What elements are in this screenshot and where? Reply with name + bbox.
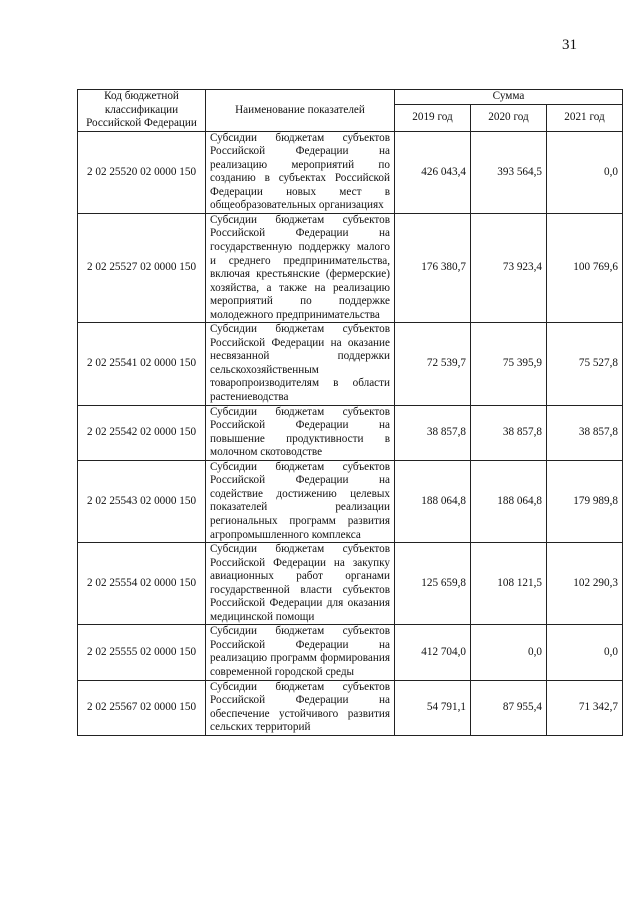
header-name: Наименование показателей bbox=[206, 90, 395, 132]
budget-table bbox=[77, 89, 623, 736]
header-year-2020: 2020 год bbox=[471, 105, 547, 131]
row-name: Субсидии бюджетам субъектов Российской Федерации на реализацию программ формирования современной городской среды bbox=[206, 625, 395, 680]
row-name: Субсидии бюджетам субъектов Российской Федерации на закупку авиационных работ органами государственной власти субъектов Российской Федерации для оказания медицинской помощи bbox=[206, 543, 395, 625]
row-value-2019: 426 043,4 bbox=[395, 131, 471, 213]
row-value-2019: 412 704,0 bbox=[395, 625, 471, 680]
table-row bbox=[78, 323, 623, 405]
row-value-2020: 0,0 bbox=[471, 625, 547, 680]
row-code: 2 02 25527 02 0000 150 bbox=[78, 213, 206, 322]
row-code: 2 02 25554 02 0000 150 bbox=[78, 543, 206, 625]
table-row bbox=[78, 405, 623, 460]
row-name: Субсидии бюджетам субъектов Российской Федерации на содействие достижению целевых показателей реализации региональных программ развития агропромышленного комплекса bbox=[206, 460, 395, 542]
row-code: 2 02 25555 02 0000 150 bbox=[78, 625, 206, 680]
row-value-2019: 188 064,8 bbox=[395, 460, 471, 542]
row-value-2021: 179 989,8 bbox=[547, 460, 623, 542]
row-value-2019: 125 659,8 bbox=[395, 543, 471, 625]
row-value-2019: 176 380,7 bbox=[395, 213, 471, 322]
table-row bbox=[78, 680, 623, 735]
header-sum: Сумма bbox=[395, 90, 623, 105]
table-body bbox=[78, 131, 623, 735]
row-value-2020: 87 955,4 bbox=[471, 680, 547, 735]
row-code: 2 02 25543 02 0000 150 bbox=[78, 460, 206, 542]
row-code: 2 02 25542 02 0000 150 bbox=[78, 405, 206, 460]
row-name: Субсидии бюджетам субъектов Российской Федерации на повышение продуктивности в молочном скотоводстве bbox=[206, 405, 395, 460]
row-value-2019: 38 857,8 bbox=[395, 405, 471, 460]
row-value-2020: 75 395,9 bbox=[471, 323, 547, 405]
row-value-2019: 54 791,1 bbox=[395, 680, 471, 735]
row-value-2021: 100 769,6 bbox=[547, 213, 623, 322]
page-number: 31 bbox=[562, 37, 577, 53]
header-year-2021: 2021 год bbox=[547, 105, 623, 131]
header-code: Код бюджетной классификации Российской Федерации bbox=[78, 90, 206, 132]
row-value-2020: 188 064,8 bbox=[471, 460, 547, 542]
row-code: 2 02 25541 02 0000 150 bbox=[78, 323, 206, 405]
row-value-2020: 393 564,5 bbox=[471, 131, 547, 213]
table-row bbox=[78, 625, 623, 680]
row-name: Субсидии бюджетам субъектов Российской Федерации на обеспечение устойчивого развития сельских территорий bbox=[206, 680, 395, 735]
row-value-2021: 38 857,8 bbox=[547, 405, 623, 460]
row-value-2021: 75 527,8 bbox=[547, 323, 623, 405]
table-row bbox=[78, 131, 623, 213]
table-row bbox=[78, 543, 623, 625]
row-name: Субсидии бюджетам субъектов Российской Федерации на оказание несвязанной поддержки сельскохозяйственным товаропроизводителям в области растениеводства bbox=[206, 323, 395, 405]
row-code: 2 02 25520 02 0000 150 bbox=[78, 131, 206, 213]
row-name: Субсидии бюджетам субъектов Российской Федерации на реализацию мероприятий по созданию в субъектах Российской Федерации новых мест в общеобразовательных организациях bbox=[206, 131, 395, 213]
row-value-2021: 0,0 bbox=[547, 131, 623, 213]
row-value-2020: 108 121,5 bbox=[471, 543, 547, 625]
row-value-2021: 71 342,7 bbox=[547, 680, 623, 735]
row-code: 2 02 25567 02 0000 150 bbox=[78, 680, 206, 735]
table-header bbox=[78, 90, 623, 132]
row-value-2020: 73 923,4 bbox=[471, 213, 547, 322]
row-name: Субсидии бюджетам субъектов Российской Федерации на государственную поддержку малого и среднего предпринимательства, включая крестьянские (фермерские) хозяйства, а также на реализацию мероприятий по поддержке молодежного предпринимательства bbox=[206, 213, 395, 322]
row-value-2020: 38 857,8 bbox=[471, 405, 547, 460]
row-value-2021: 0,0 bbox=[547, 625, 623, 680]
row-value-2019: 72 539,7 bbox=[395, 323, 471, 405]
row-value-2021: 102 290,3 bbox=[547, 543, 623, 625]
table-row bbox=[78, 460, 623, 542]
header-year-2019: 2019 год bbox=[395, 105, 471, 131]
table-row bbox=[78, 213, 623, 322]
